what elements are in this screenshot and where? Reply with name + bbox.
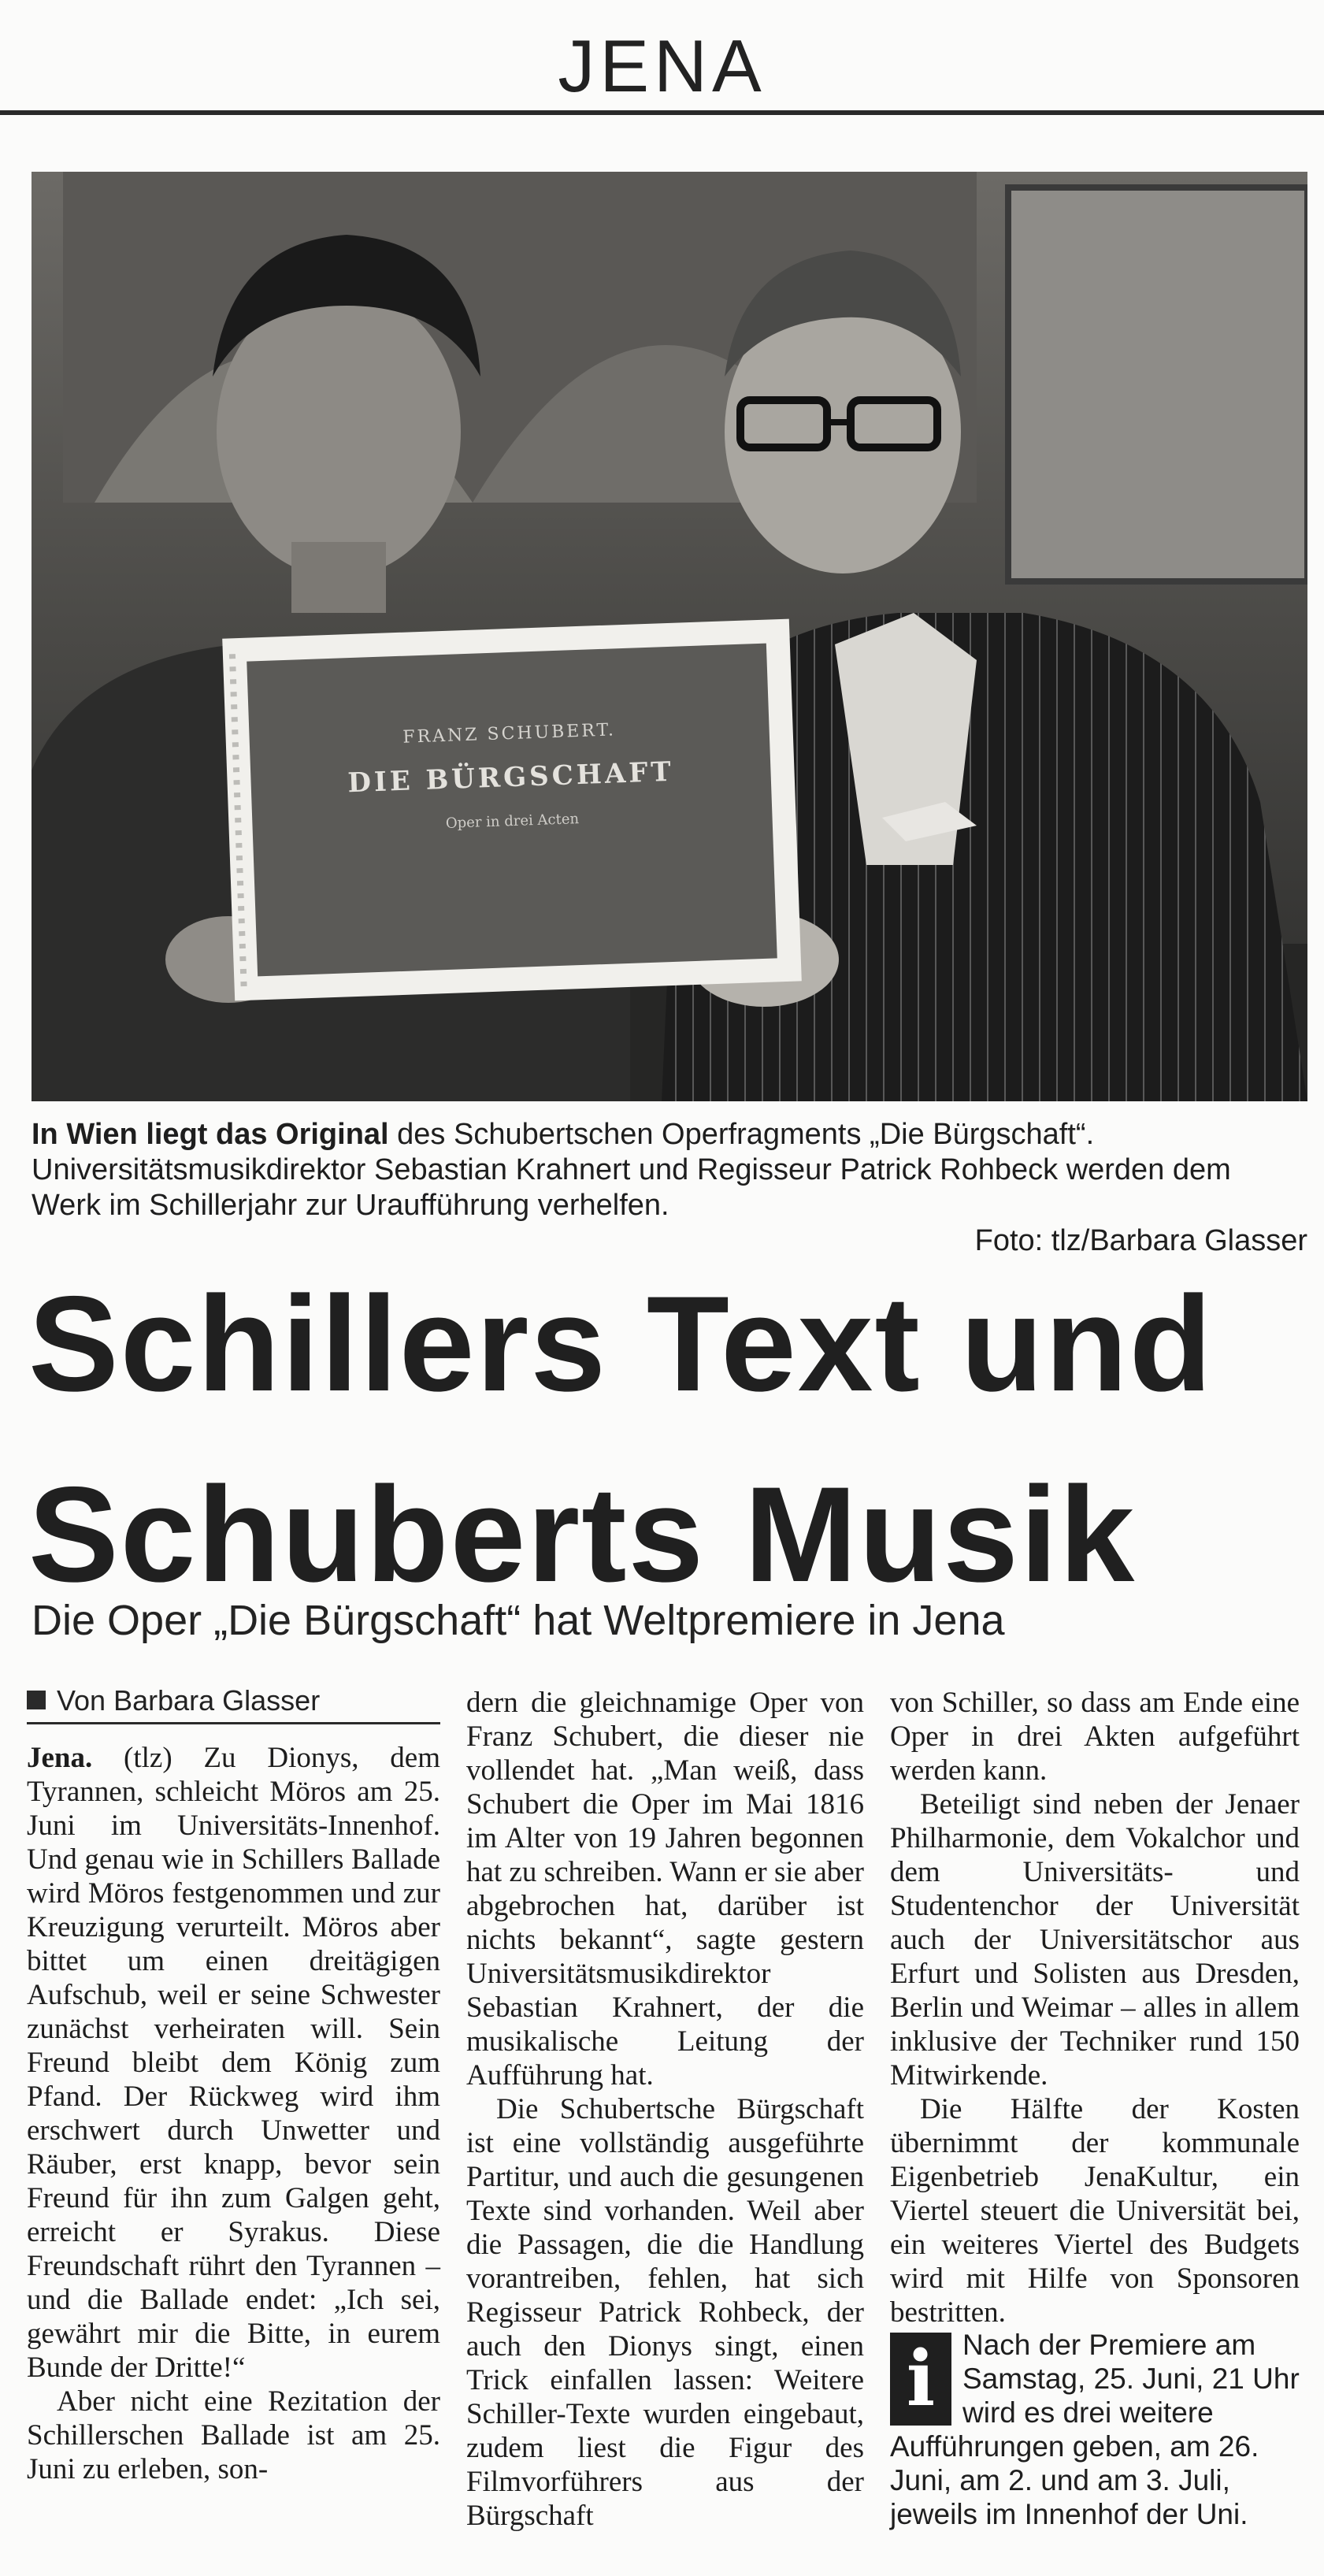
col2-paragraph-2: Die Schubertsche Bürgschaft ist eine vollständig ausgeführte Partitur, und auch die gesungenen Texte sind vorhanden. Weil aber die Passagen, die die Handlung vorantreiben, fehlen, hat sich Regisseur Patrick Rohbeck, der auch den Dionys singt, einen Trick einfallen lassen: Weitere Schiller-Texte wurden eingebaut, zudem liest die Figur des Filmvorführers aus der Bürgschaft bbox=[466, 2093, 864, 2532]
subheadline: Die Oper „Die Bürgschaft“ hat Weltpremiere in Jena bbox=[32, 1597, 1005, 1644]
article-paragraph bbox=[27, 1741, 440, 2385]
caption-text: des Schubertschen Operfragments „Die Bürgschaft“. Universitätsmusikdirektor Sebastian Krahnert und Regisseur Patrick Rohbeck werden dem Werk im Schillerjahr zur Uraufführung verhelfen. bbox=[32, 1118, 1231, 1222]
photo-credit: Foto: tlz/Barbara Glasser bbox=[974, 1224, 1307, 1257]
info-box bbox=[890, 2328, 1300, 2531]
col3-paragraph-1: von Schiller, so dass am Ende eine Oper in drei Akten aufgeführt werden kann. bbox=[890, 1687, 1300, 1787]
headline bbox=[28, 1249, 1320, 1630]
article-column-1 bbox=[27, 1741, 440, 2486]
caption-lead: In Wien liegt das Original bbox=[32, 1118, 389, 1151]
article-photo bbox=[32, 172, 1307, 1101]
col1-paragraph-2: Aber nicht eine Rezitation der Schillerschen Ballade ist am 25. Juni zu erleben, son- bbox=[27, 2385, 440, 2485]
byline-text: Von Barbara Glasser bbox=[57, 1684, 321, 1717]
score-subtitle: Oper in drei Acten bbox=[445, 811, 580, 832]
headline-line-2: Schuberts Musik bbox=[28, 1459, 1137, 1610]
photo-illustration bbox=[32, 172, 1307, 1101]
article-column-2 bbox=[466, 1686, 864, 2533]
headline-line-1: Schillers Text und bbox=[28, 1268, 1214, 1420]
photo-caption bbox=[32, 1117, 1307, 1259]
info-box-text: Nach der Premiere am Samstag, 25. Juni, 21 Uhr wird es drei weitere Aufführungen geben, am 26. Juni, am 2. und am 3. Juli, jeweils im Innenhof der Uni. bbox=[890, 2329, 1300, 2530]
byline bbox=[27, 1684, 440, 1724]
section-rule bbox=[0, 110, 1324, 115]
col3-paragraph-2: Beteiligt sind neben der Jenaer Philharmonie, dem Vokalchor und dem Universitäts- und Studentenchor der Universität auch der Universitätschor aus Erfurt und Solisten aus Dresden, Berlin und Weimar – alles in allem inklusive der Techniker rund 150 Mitwirkende. bbox=[890, 1788, 1300, 2092]
col2-paragraph-1: dern die gleichnamige Oper von Franz Schubert, die dieser nie vollendet hat. „Man weiß, dass Schubert die Oper im Mai 1816 im Alter von 19 Jahren begonnen hat zu schreiben. Wann er sie aber abgebrochen hat, darüber ist nichts bekannt“, sagte gestern Universitätsmusikdirektor Sebastian Krahnert, der die musikalische Leitung der Aufführung hat. bbox=[466, 1687, 864, 2092]
dateline: Jena. bbox=[27, 1742, 93, 1774]
col3-paragraph-3: Die Hälfte der Kosten übernimmt der kommunale Eigenbetrieb JenaKultur, ein Viertel steuert die Universität bei, ein weiteres Viertel des Budgets wird mit Hilfe von Sponsoren bestritten. bbox=[890, 2093, 1300, 2329]
score-title: DIE BÜRGSCHAFT bbox=[347, 755, 675, 800]
score-composer: FRANZ SCHUBERT. bbox=[402, 720, 617, 748]
section-title: JENA bbox=[558, 24, 766, 107]
article-column-3 bbox=[890, 1686, 1300, 2329]
info-icon: i bbox=[890, 2333, 951, 2426]
byline-square-icon bbox=[27, 1691, 46, 1709]
col1-paragraph-1: (tlz) Zu Dionys, dem Tyrannen, schleicht Möros am 25. Juni im Universitäts-Innenhof. Und genau wie in Schillers Ballade wird Möros festgenommen und zur Kreuzigung verurteilt. Möros aber bittet um einen dreitägigen Aufschub, weil er seine Schwester zunächst verheiraten will. Sein Freund bleibt dem König zum Pfand. Der Rückweg wird ihm erschwert durch Unwetter und Räuber, erst knapp, bevor sein Freund für ihn zum Galgen geht, erreicht er Syrakus. Diese Freundschaft rührt den Tyrannen – und die Ballade endet: „Ich sei, gewährt mir die Bitte, in eurem Bunde der Dritte!“ bbox=[27, 1742, 440, 2384]
